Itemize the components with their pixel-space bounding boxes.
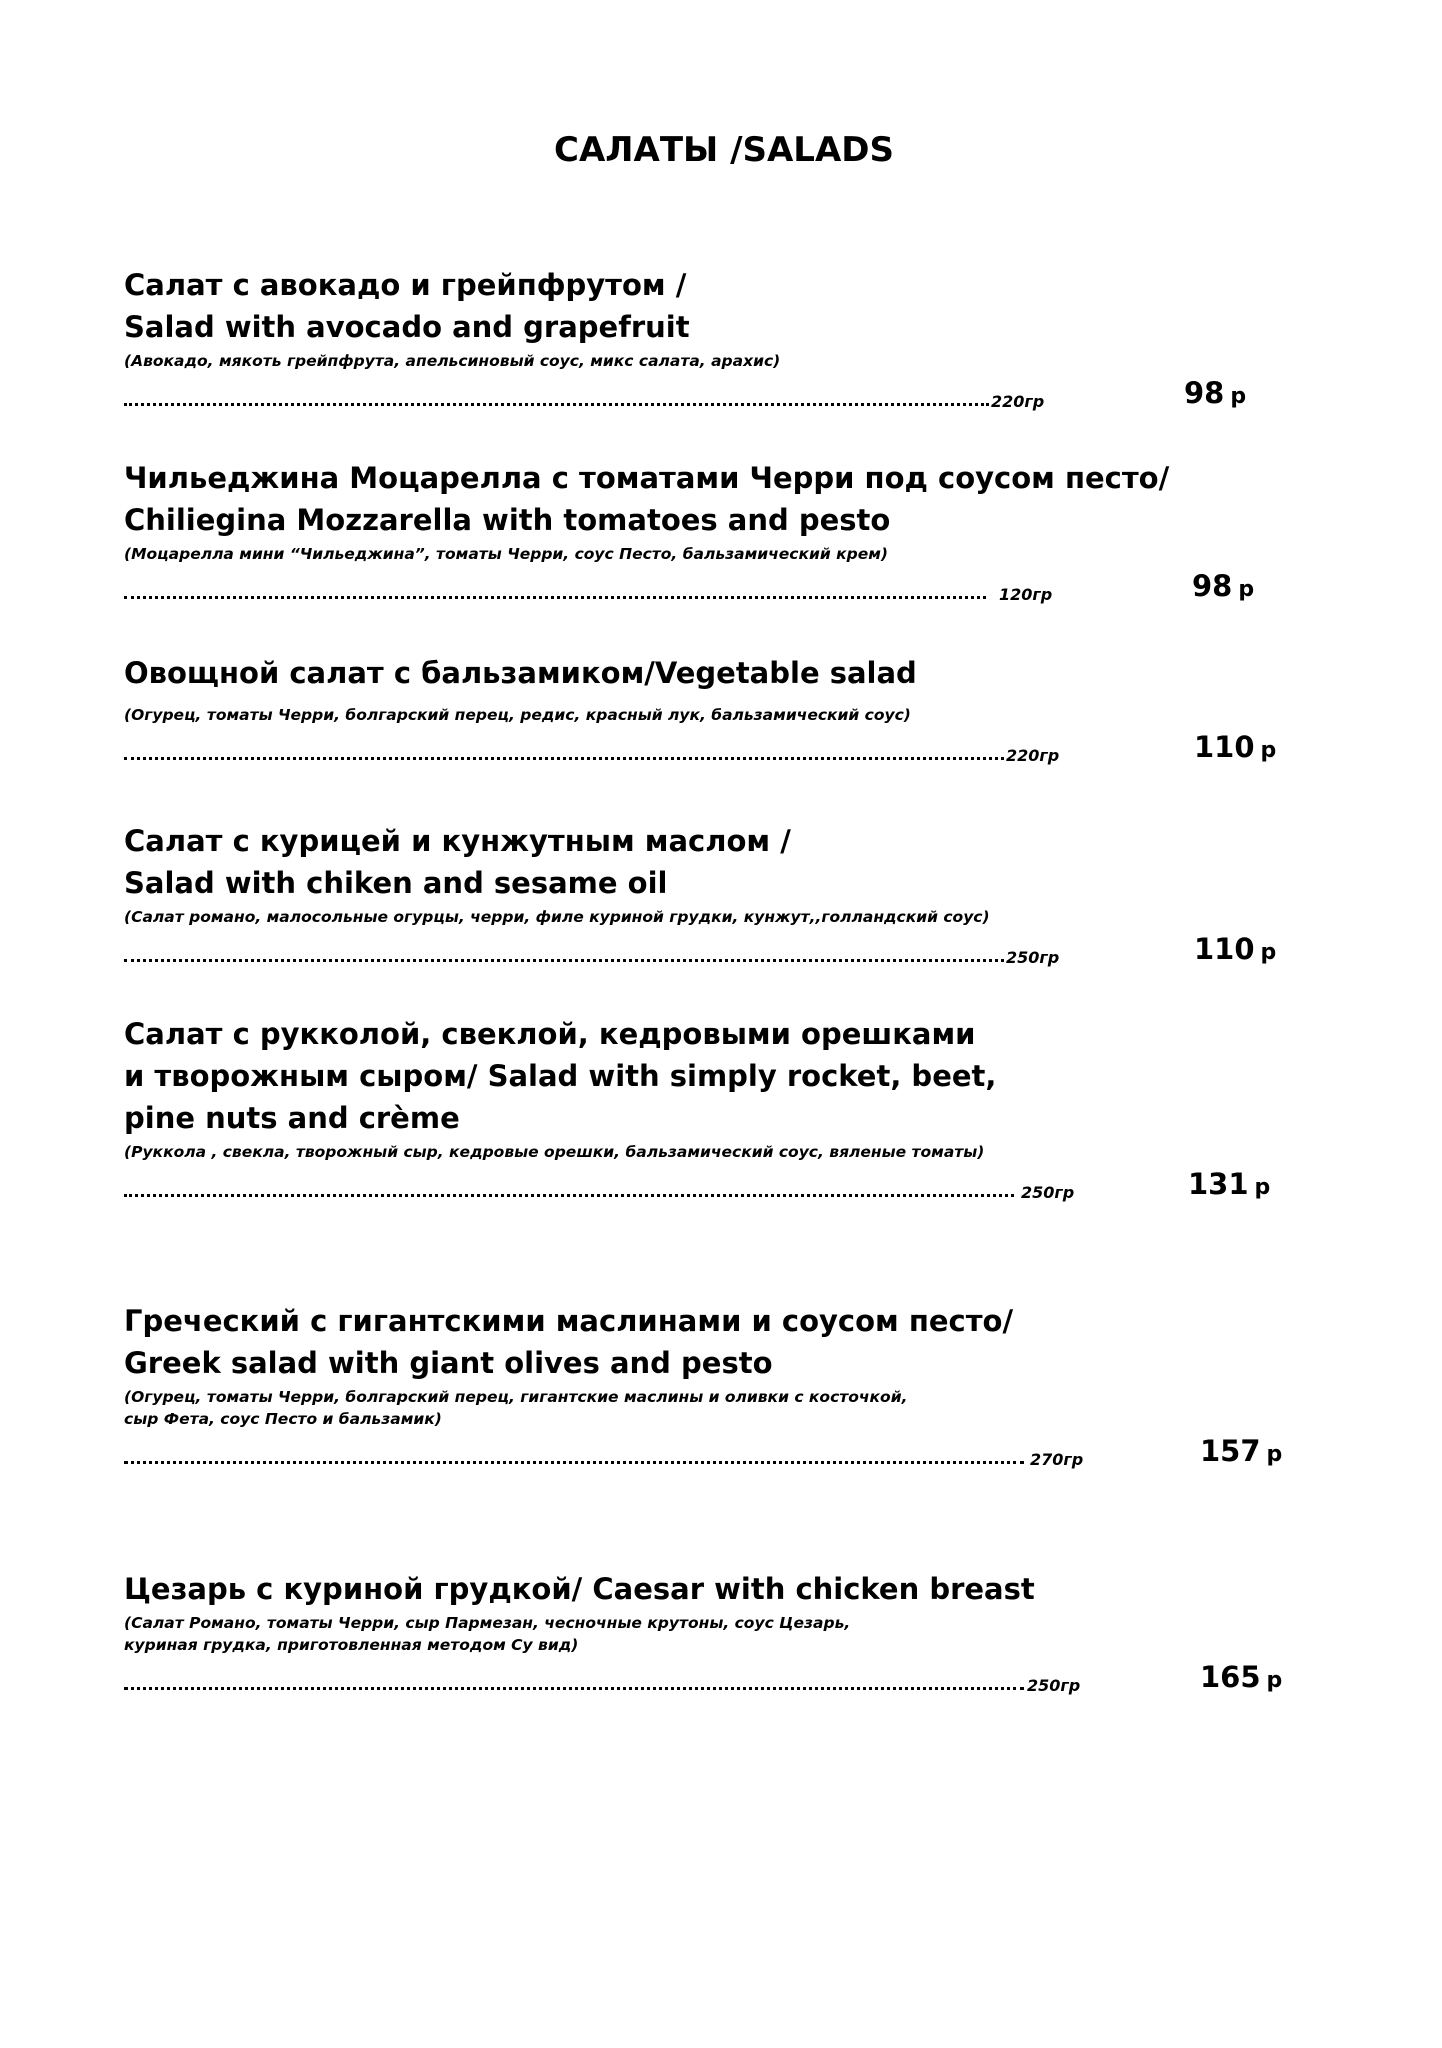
menu-item (124, 652, 1324, 766)
item-name: Овощной салат с бальзамиком/Vegetable salad (124, 656, 917, 690)
item-name: Цезарь с куриной грудкой/ Caesar with chicken breast (124, 1572, 1035, 1606)
item-name: Салат с авокадо и грейпфрутом / (124, 268, 687, 302)
price-currency: р (1266, 1668, 1283, 1693)
item-price (1194, 932, 1276, 970)
page-title-text: САЛАТЫ /SALADS (554, 130, 894, 170)
item-name: Greek salad with giant olives and pesto (124, 1346, 773, 1380)
item-description: (Салат Романо, томаты Черри, сыр Пармезан, чесночные крутоны, соус Цезарь, (124, 1614, 851, 1632)
menu-item (124, 457, 1324, 605)
price-currency: р (1266, 1442, 1283, 1467)
dot-leader (124, 1194, 1014, 1197)
menu-item (124, 1300, 1324, 1470)
item-name: Chiliegina Mozzarella with tomatoes and pesto (124, 503, 891, 537)
item-description: (Руккола , свекла, творожный сыр, кедровые орешки, бальзамический соус, вяленые томаты) (124, 1143, 985, 1161)
dot-leader (124, 959, 1004, 962)
item-price (1184, 376, 1246, 414)
price-value: 157 (1200, 1434, 1261, 1468)
menu-item (124, 820, 1324, 968)
item-weight: 220гр (1006, 746, 1060, 765)
item-name: Salad with chiken and sesame oil (124, 866, 668, 900)
price-currency: р (1254, 1175, 1271, 1200)
item-price-line (124, 932, 1324, 968)
price-currency: р (1238, 577, 1255, 602)
item-description: (Моцарелла мини “Чильеджина”, томаты Черри, соус Песто, бальзамический крем) (124, 545, 888, 563)
menu-item (124, 1013, 1324, 1203)
item-price-line (124, 376, 1324, 412)
item-name: Греческий с гигантскими маслинами и соусом песто/ (124, 1304, 1014, 1338)
item-price (1194, 730, 1276, 768)
price-value: 131 (1188, 1167, 1249, 1201)
item-price (1188, 1167, 1270, 1205)
price-currency: р (1260, 738, 1277, 763)
item-price-line (124, 1167, 1324, 1203)
item-weight: 220гр (991, 392, 1045, 411)
price-value: 110 (1194, 730, 1255, 764)
item-price (1200, 1434, 1282, 1472)
item-name: и творожным сыром/ Salad with simply rocket, beet, (124, 1059, 997, 1093)
page-title (0, 130, 1442, 170)
price-value: 165 (1200, 1660, 1261, 1694)
item-weight: 120гр (999, 585, 1053, 604)
item-description: (Огурец, томаты Черри, болгарский перец, гигантские маслины и оливки с косточкой, (124, 1388, 908, 1406)
item-weight: 270гр (1030, 1450, 1084, 1469)
item-price-line (124, 730, 1324, 766)
item-description: (Авокадо, мякоть грейпфрута, апельсиновый соус, микс салата, арахис) (124, 352, 781, 370)
item-name: Салат с рукколой, свеклой, кедровыми орешками (124, 1017, 976, 1051)
item-price-line (124, 1434, 1324, 1470)
price-value: 98 (1192, 569, 1233, 603)
dot-leader (124, 1461, 1024, 1464)
item-description: (Огурец, томаты Черри, болгарский перец, редис, красный лук, бальзамический соус) (124, 706, 911, 724)
item-description: куриная грудка, приготовленная методом Су вид) (124, 1636, 579, 1654)
item-weight: 250гр (1021, 1183, 1075, 1202)
item-weight: 250гр (1006, 948, 1060, 967)
item-price-line (124, 569, 1324, 605)
price-currency: р (1260, 940, 1277, 965)
price-currency: р (1230, 384, 1247, 409)
item-description: сыр Фета, соус Песто и бальзамик) (124, 1410, 442, 1428)
price-value: 98 (1184, 376, 1225, 410)
item-price (1200, 1660, 1282, 1698)
dot-leader (124, 1687, 1024, 1690)
menu-item (124, 1568, 1324, 1696)
item-description: (Салат романо, малосольные огурцы, черри, филе куриной грудки, кунжут,,голландский соус) (124, 908, 990, 926)
item-name: Salad with avocado and grapefruit (124, 310, 690, 344)
dot-leader (124, 596, 986, 599)
item-weight: 250гр (1027, 1676, 1081, 1695)
item-price (1192, 569, 1254, 607)
item-price-line (124, 1660, 1324, 1696)
item-name: Чильеджина Моцарелла с томатами Черри под соусом песто/ (124, 461, 1170, 495)
item-name: pine nuts and crème (124, 1101, 460, 1135)
menu-item (124, 264, 1324, 412)
dot-leader (124, 757, 1004, 760)
dot-leader (124, 403, 989, 406)
item-name: Салат с курицей и кунжутным маслом / (124, 824, 791, 858)
price-value: 110 (1194, 932, 1255, 966)
